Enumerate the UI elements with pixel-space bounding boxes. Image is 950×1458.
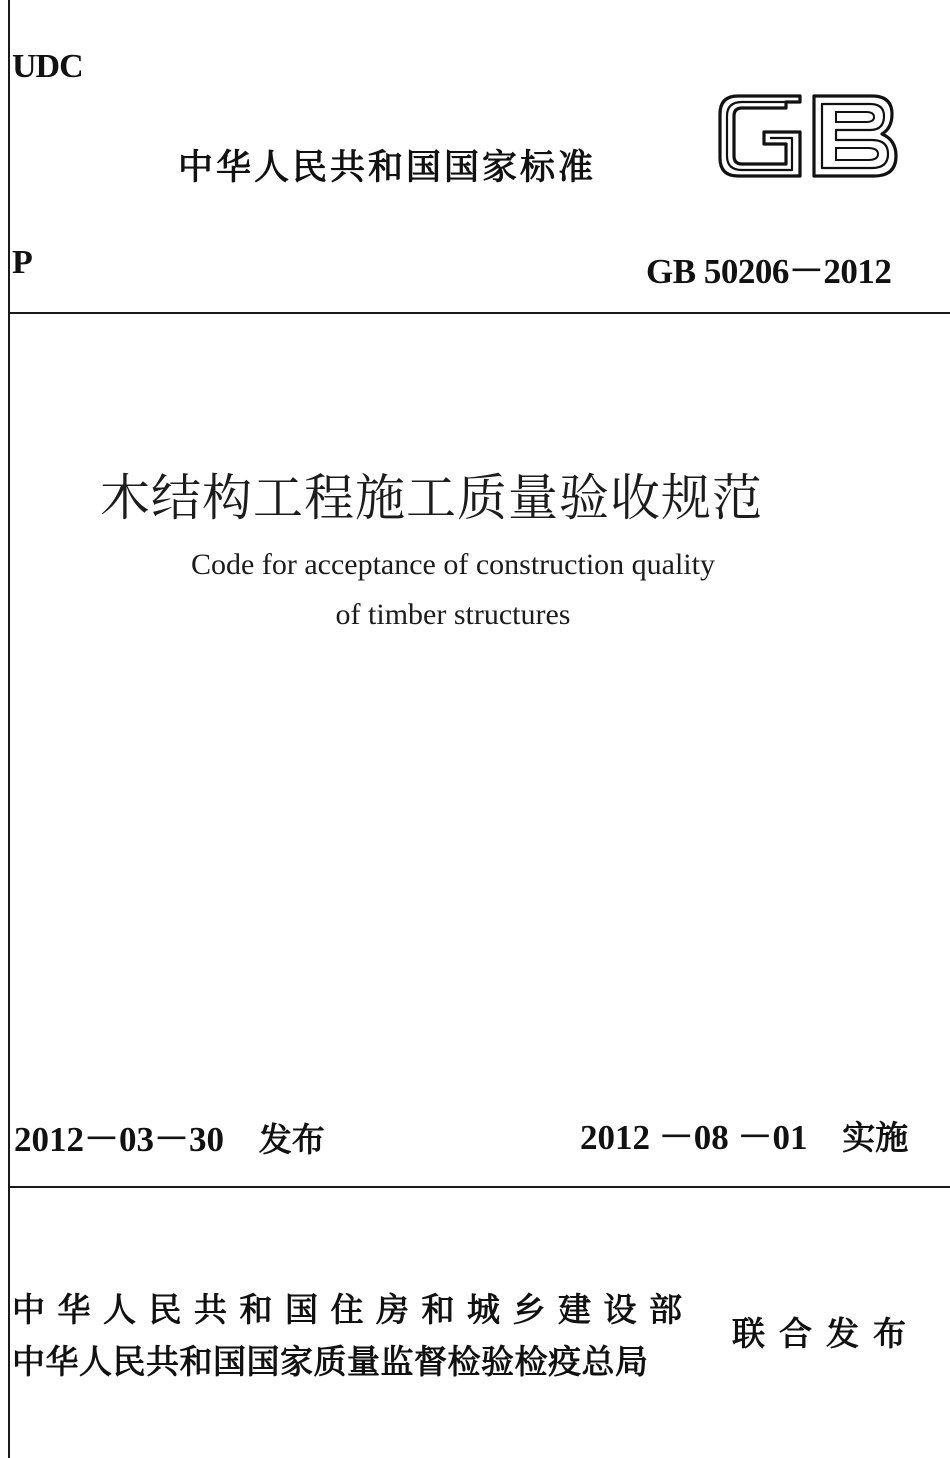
category-code: P [12, 244, 33, 281]
national-standard-heading: 中华人民共和国国家标准 [178, 148, 597, 188]
gb-logo [712, 88, 902, 183]
issue-date: 2012－03－30 [14, 1120, 225, 1159]
effective-date-block [580, 1110, 908, 1160]
divider-bottom [10, 1186, 950, 1188]
title-chinese: 木结构工程施工质量验收规范 [100, 469, 763, 527]
issue-date-block [14, 1112, 325, 1162]
udc-label: UDC [12, 48, 83, 85]
issue-label: 发布 [258, 1120, 325, 1159]
title-english-line1: Code for acceptance of construction quality [191, 548, 715, 581]
standard-number: GB 50206－2012 [646, 252, 892, 291]
effective-date: 2012 －08 －01 [580, 1118, 808, 1157]
issuer-line1: 中华人民共和国住房和城乡建设部 [12, 1290, 695, 1329]
left-border-line [8, 0, 10, 1458]
joint-issue-label: 联合发布 [732, 1314, 920, 1353]
divider-top [10, 312, 950, 314]
effective-label: 实施 [842, 1118, 909, 1157]
issuer-line2: 中华人民共和国国家质量监督检验检疫总局 [12, 1342, 649, 1381]
title-english-line2: of timber structures [335, 598, 571, 631]
